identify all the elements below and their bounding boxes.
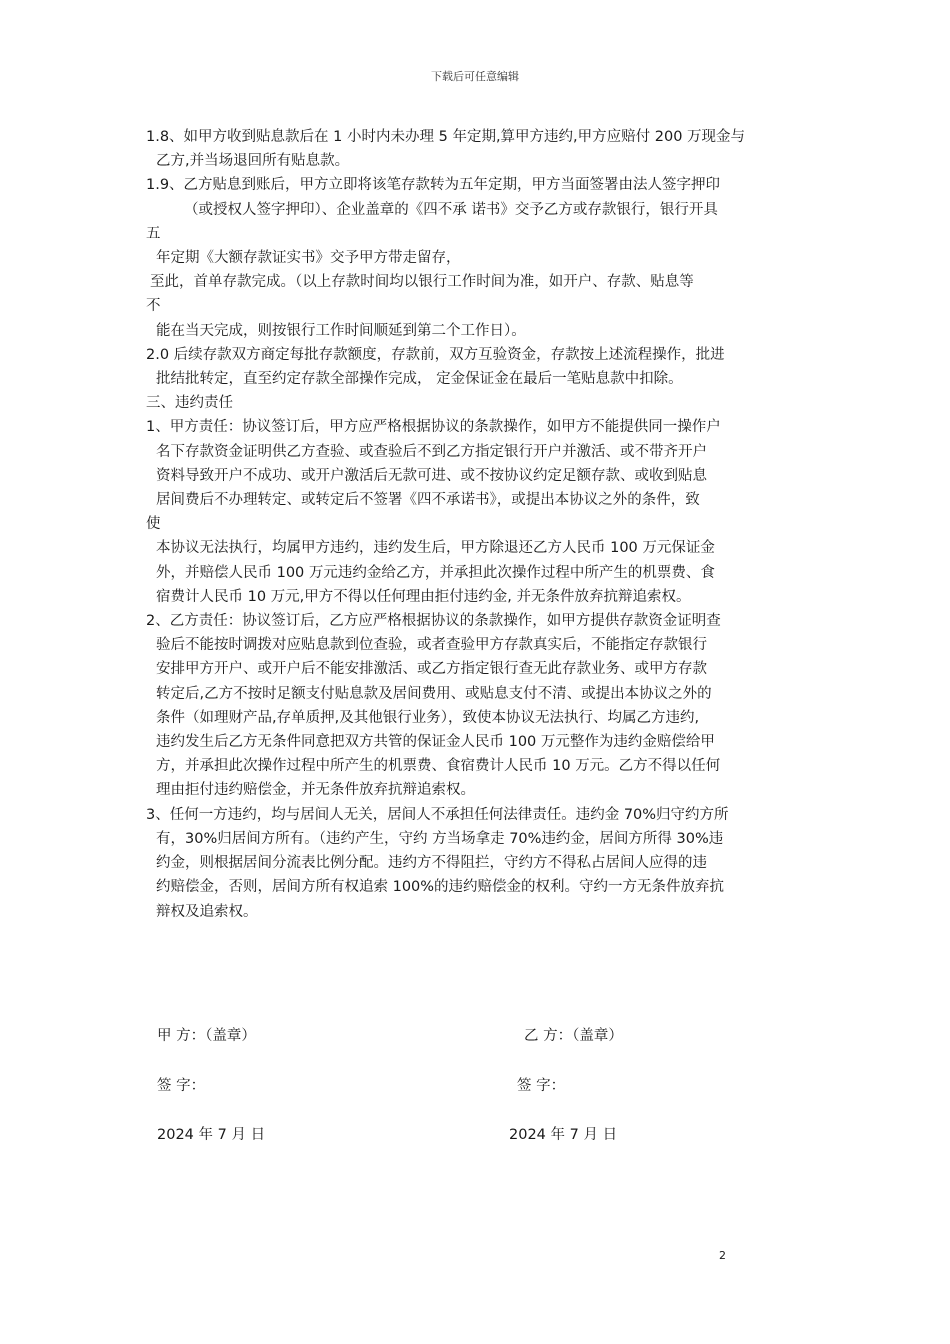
body-line: 约金，则根据居间分流表比例分配。违约方不得阻拦，守约方不得私占居间人应得的违 bbox=[156, 855, 707, 872]
body-line: 1.9、乙方贴息到账后，甲方立即将该笔存款转为五年定期，甲方当面签署由法人签字押印 bbox=[146, 177, 721, 194]
party-b-date: 2024 年 7 月 日 bbox=[509, 1127, 618, 1143]
body-line: 资料导致开户不成功、或开户激活后无款可进、或不按协议约定足额存款、或收到贴息 bbox=[156, 467, 707, 484]
body-line: 五 bbox=[146, 225, 161, 242]
body-line: 2、乙方责任：协议签订后，乙方应严格根据协议的条款操作，如甲方提供存款资金证明查 bbox=[146, 613, 721, 630]
page-header: 下载后可任意编辑 bbox=[431, 70, 519, 83]
body-line: 1.8、如甲方收到贴息款后在 1 小时内未办理 5 年定期,算甲方违约,甲方应赔付 200 万现金与 bbox=[146, 129, 746, 145]
page-number: 2 bbox=[719, 1249, 726, 1262]
party-b-seal-label: 乙 方：（盖章） bbox=[524, 1028, 623, 1044]
body-line: 批结批转定，直至约定存款全部操作完成， 定金保证金在最后一笔贴息款中扣除。 bbox=[156, 371, 683, 388]
body-line: 转定后,乙方不按时足额支付贴息款及居间费用、或贴息支付不清、或提出本协议之外的 bbox=[156, 685, 712, 702]
body-line: 能在当天完成，则按银行工作时间顺延到第二个工作日）。 bbox=[156, 322, 526, 339]
body-line: 3、任何一方违约，均与居间人无关，居间人不承担任何法律责任。违约金 70%归守约方所 bbox=[146, 806, 729, 823]
body-line: 乙方,并当场退回所有贴息款。 bbox=[156, 153, 350, 170]
body-line: 2.0 后续存款双方商定每批存款额度，存款前，双方互验资金，存款按上述流程操作，批进 bbox=[146, 346, 725, 363]
body-line: 1、甲方责任：协议签订后，甲方应严格根据协议的条款操作，如甲方不能提供同一操作户 bbox=[146, 419, 721, 436]
body-line: 年定期《大额存款证实书》交予甲方带走留存， bbox=[156, 250, 461, 267]
party-a-seal-label: 甲 方：（盖章） bbox=[157, 1028, 256, 1044]
contract-body bbox=[146, 125, 812, 924]
body-line: 外，并赔偿人民币 100 万元违约金给乙方，并承担此次操作过程中所产生的机票费、食 bbox=[156, 564, 715, 581]
body-line: 至此，首单存款完成。（以上存款时间均以银行工作时间为准，如开户、存款、贴息等 bbox=[150, 274, 694, 291]
body-line: 使 bbox=[146, 516, 161, 533]
body-line: 不 bbox=[146, 298, 161, 315]
party-a-sign-label: 签 字： bbox=[157, 1078, 206, 1094]
body-line: 安排甲方开户、或开户后不能安排激活、或乙方指定银行查无此存款业务、或甲方存款 bbox=[156, 661, 707, 678]
body-line: 理由拒付违约赔偿金，并无条件放弃抗辩追索权。 bbox=[156, 782, 475, 799]
body-line: 违约发生后乙方无条件同意把双方共管的保证金人民币 100 万元整作为违约金赔偿给甲 bbox=[156, 734, 715, 751]
body-line: 辩权及追索权。 bbox=[156, 903, 258, 920]
body-line: 约赔偿金，否则，居间方所有权追索 100%的违约赔偿金的权利。守约一方无条件放弃抗 bbox=[156, 879, 725, 896]
party-b-sign-label: 签 字： bbox=[517, 1078, 566, 1094]
body-line: 三、违约责任 bbox=[146, 395, 233, 412]
body-line: 验后不能按时调拨对应贴息款到位查验，或者查验甲方存款真实后，不能指定存款银行 bbox=[156, 637, 707, 654]
body-line: （或授权人签字押印）、企业盖章的《四不承 诺书》交予乙方或存款银行，银行开具 bbox=[184, 201, 718, 218]
body-line: 条件（如理财产品,存单质押,及其他银行业务），致使本协议无法执行、均属乙方违约, bbox=[156, 709, 700, 726]
body-line: 名下存款资金证明供乙方查验、或查验后不到乙方指定银行开户并激活、或不带齐开户 bbox=[156, 443, 707, 460]
body-line: 有，30%归居间方所有。（违约产生，守约 方当场拿走 70%违约金，居间方所得 30%违 bbox=[156, 830, 724, 847]
body-line: 本协议无法执行，均属甲方违约，违约发生后，甲方除退还乙方人民币 100 万元保证金 bbox=[156, 540, 715, 557]
party-a-date: 2024 年 7 月 日 bbox=[157, 1127, 266, 1143]
body-line: 宿费计人民币 10 万元,甲方不得以任何理由拒付违约金, 并无条件放弃抗辩追索权。 bbox=[156, 588, 691, 605]
body-line: 方，并承担此次操作过程中所产生的机票费、食宿费计人民币 10 万元。乙方不得以任何 bbox=[156, 758, 721, 775]
body-line: 居间费后不办理转定、或转定后不签署《四不承诺书》，或提出本协议之外的条件，致 bbox=[156, 492, 700, 509]
